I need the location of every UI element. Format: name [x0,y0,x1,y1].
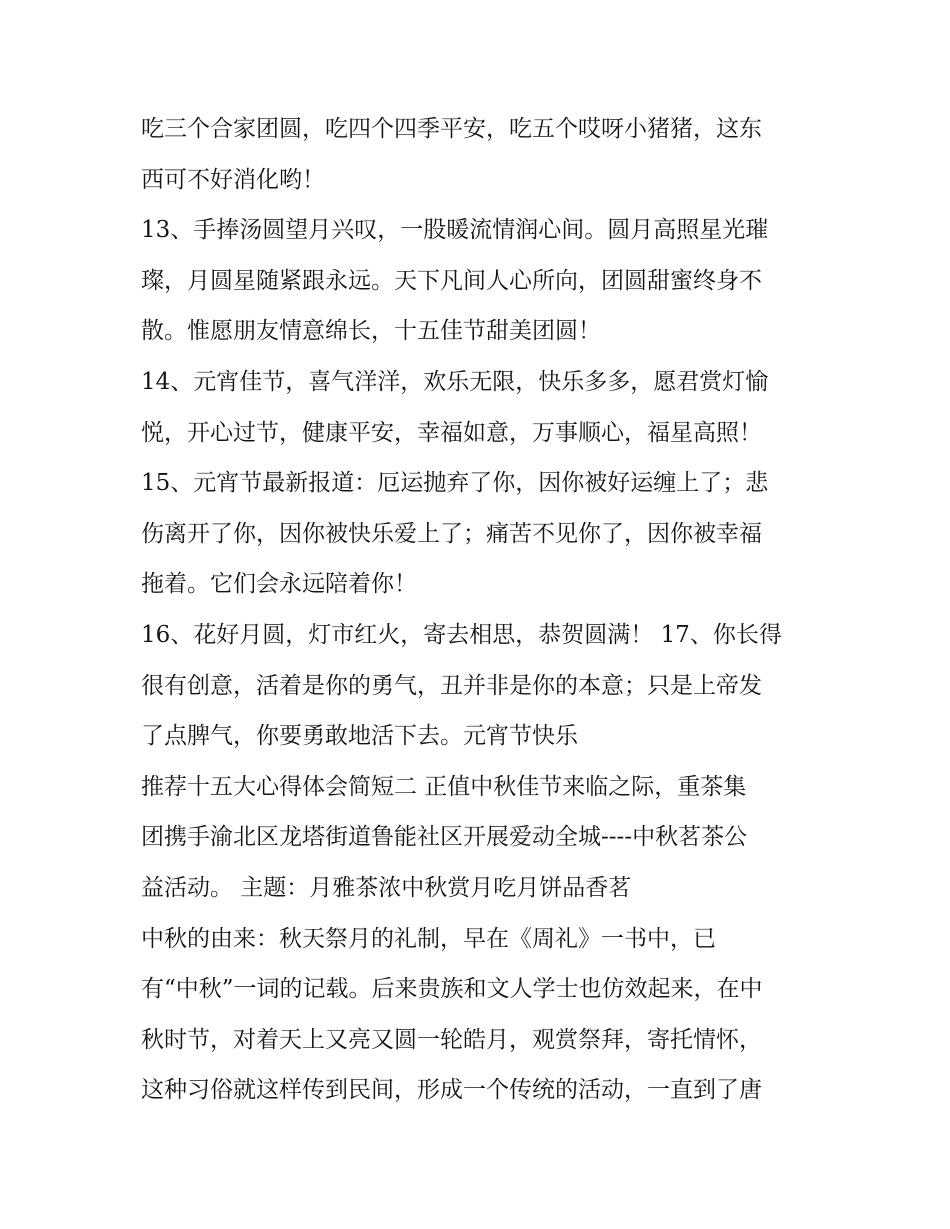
body-text [141,104,821,1116]
text-line: 璨，月圆星随紧跟永远。天下凡间人心所向，团圆甜蜜终身不 [141,267,762,294]
text-line: 14、元宵佳节，喜气洋洋，欢乐无限，快乐多多，愿君赏灯愉 [141,368,769,395]
text-line: 益活动。 主题：月雅茶浓中秋赏月吃月饼品香茗 [141,874,632,901]
text-line: 中秋的由来：秋天祭月的礼制，早在《周礼》一书中，已 [141,925,716,952]
text-line: 悦，开心过节，健康平安，幸福如意，万事顺心，福星高照！ [141,419,762,446]
text-line: 拖着。它们会永远陪着你！ [141,571,417,598]
text-line: 推荐十五大心得体会简短二 正值中秋佳节来临之际，重茶集 [141,773,747,800]
text-line: 西可不好消化哟！ [141,166,325,193]
text-line: 这种习俗就这样传到民间，形成一个传统的活动，一直到了唐 [141,1077,762,1104]
text-line: 吃三个合家团圆，吃四个四季平安，吃五个哎呀小猪猪，这东 [141,116,762,142]
text-line: 15、元宵节最新报道：厄运抛弃了你，因你被好运缠上了；悲 [141,470,769,497]
text-line: 秋时节，对着天上又亮又圆一轮皓月，观赏祭拜，寄托情怀， [141,1026,762,1053]
text-line: 有“中秋”一词的记载。后来贵族和文人学士也仿效起来，在中 [141,976,763,1003]
text-line: 16、花好月圆，灯市红火，寄去相思，恭贺圆满！ 17、你长得 [141,621,782,648]
text-line: 散。惟愿朋友情意绵长，十五佳节甜美团圆！ [141,318,601,345]
text-line: 了点脾气，你要勇敢地活下去。元宵节快乐 [141,723,578,750]
text-line: 很有创意，活着是你的勇气，丑并非是你的本意；只是上帝发 [141,672,762,699]
text-line: 团携手渝北区龙塔街道鲁能社区开展爱动全城----中秋茗茶公 [141,824,748,851]
text-line: 13、手捧汤圆望月兴叹，一股暖流情润心间。圆月高照星光璀 [141,217,769,244]
text-line: 伤离开了你，因你被快乐爱上了；痛苦不见你了，因你被幸福 [141,520,762,547]
